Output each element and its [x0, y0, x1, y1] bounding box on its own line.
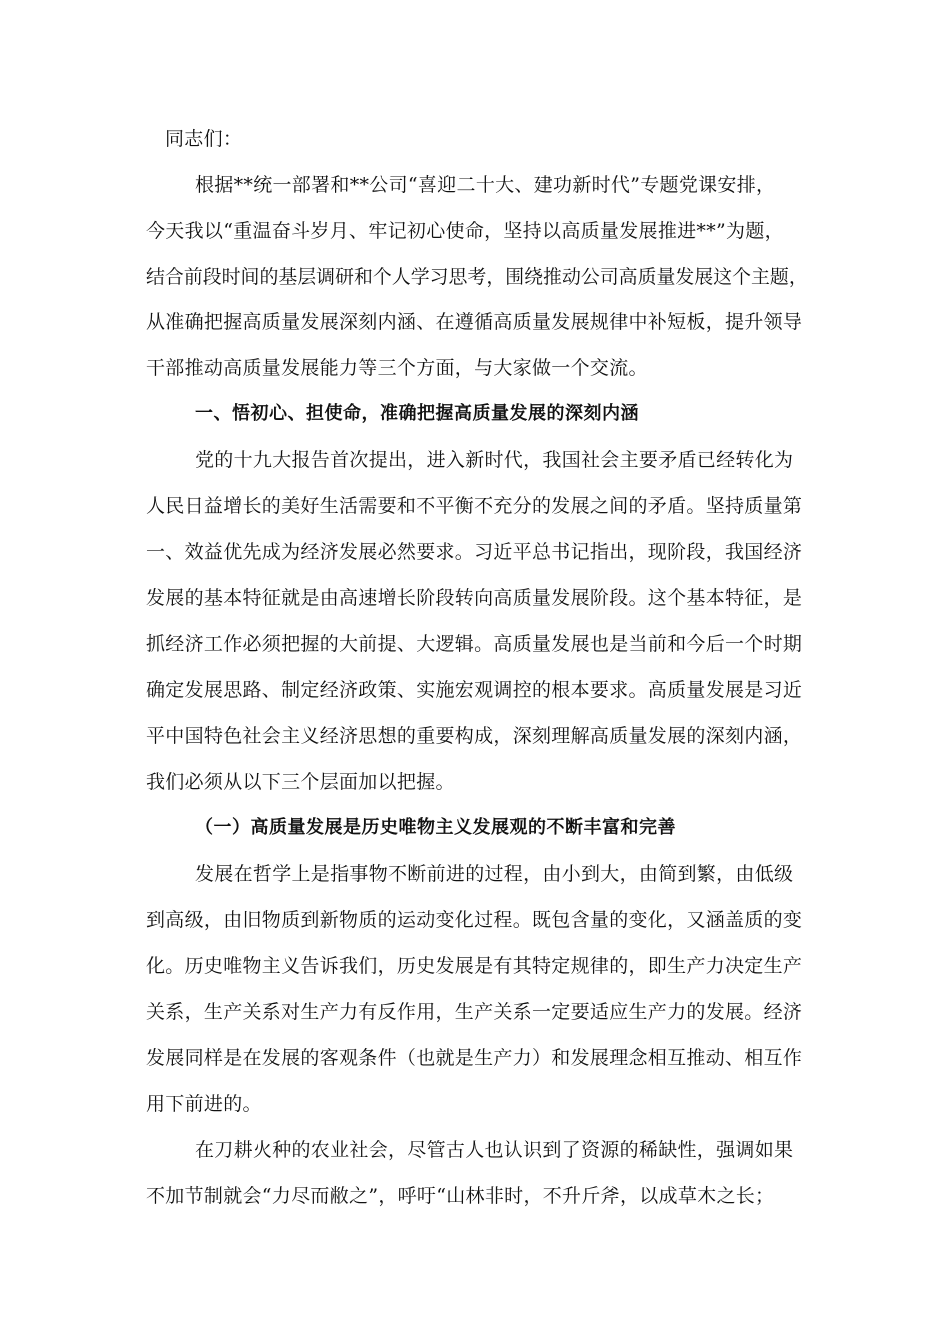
section1-line: 人民日益增长的美好生活需要和不平衡不充分的发展之间的矛盾。坚持质量第: [146, 495, 803, 517]
intro-line: 今天我以“重温奋斗岁月、牢记初心使命，坚持以高质量发展推进**”为题，: [146, 220, 784, 242]
section1-line: 我们必须从以下三个层面加以把握。: [146, 771, 455, 793]
section1-line: 确定发展思路、制定经济政策、实施宏观调控的根本要求。高质量发展是习近: [146, 679, 803, 701]
section1-line: 平中国特色社会主义经济思想的重要构成，深刻理解高质量发展的深刻内涵，: [146, 725, 803, 747]
section-heading: 一、悟初心、担使命，准确把握高质量发展的深刻内涵: [195, 403, 639, 424]
farming-line: 不加节制就会“力尽而敝之”，呼吁“山林非时，不升斤斧，以成草木之长；: [146, 1185, 775, 1207]
intro-line: 从准确把握高质量发展深刻内涵、在遵循高质量发展规律中补短板，提升领导: [146, 311, 803, 333]
subsection1-line: 用下前进的。: [146, 1093, 262, 1115]
intro-line: 结合前段时间的基层调研和个人学习思考，围绕推动公司高质量发展这个主题，: [146, 266, 808, 288]
salutation: 同志们：: [165, 128, 243, 150]
subsection-heading: （一）高质量发展是历史唯物主义发展观的不断丰富和完善: [195, 817, 676, 838]
section1-line: 一、效益优先成为经济发展必然要求。习近平总书记指出，现阶段，我国经济: [146, 541, 803, 563]
subsection1-line: 化。历史唯物主义告诉我们，历史发展是有其特定规律的，即生产力决定生产: [146, 955, 803, 977]
section1-line: 发展的基本特征就是由高速增长阶段转向高质量发展阶段。这个基本特征，是: [146, 587, 803, 609]
intro-line: 干部推动高质量发展能力等三个方面，与大家做一个交流。: [146, 357, 648, 379]
farming-line: 在刀耕火种的农业社会，尽管古人也认识到了资源的稀缺性，强调如果: [195, 1139, 794, 1161]
subsection1-line: 关系，生产关系对生产力有反作用，生产关系一定要适应生产力的发展。经济: [146, 1001, 803, 1023]
subsection1-line: 发展在哲学上是指事物不断前进的过程，由小到大，由简到繁，由低级: [195, 863, 794, 885]
intro-line: 根据**统一部署和**公司“喜迎二十大、建功新时代”专题党课安排，: [195, 174, 776, 196]
subsection1-line: 到高级，由旧物质到新物质的运动变化过程。既包含量的变化，又涵盖质的变: [146, 909, 803, 931]
section1-line: 党的十九大报告首次提出，进入新时代，我国社会主要矛盾已经转化为: [195, 449, 794, 471]
subsection1-line: 发展同样是在发展的客观条件（也就是生产力）和发展理念相互推动、相互作: [146, 1047, 803, 1069]
section1-line: 抓经济工作必须把握的大前提、大逻辑。高质量发展也是当前和今后一个时期: [146, 633, 803, 655]
